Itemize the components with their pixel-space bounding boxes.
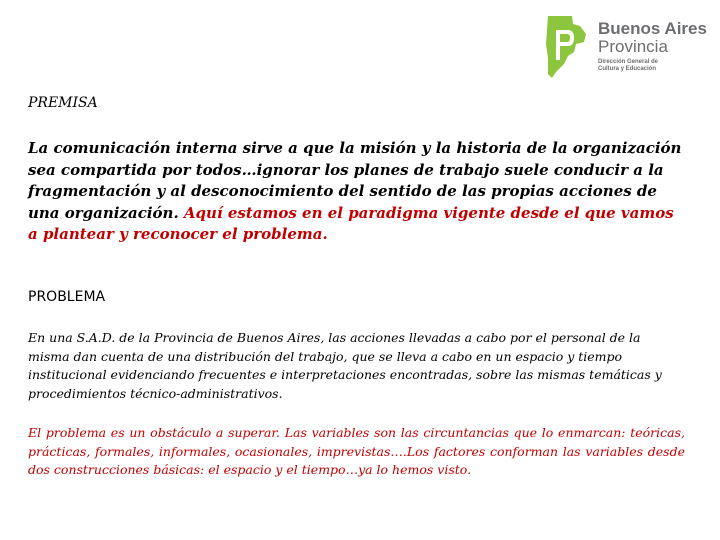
premisa-text-main: La comunicación interna sirve a que la misión y la historia de la organización sea compartida por todos…ignorar los planes de trabajo suele conducir a la fragmentación y al desconocimiento del sentido de las propias acciones de una organización. [28,139,682,222]
premisa-heading: PREMISA [28,95,98,111]
problema-heading: PROBLEMA [28,289,106,305]
logo-department [598,59,707,73]
logo-text [598,20,707,73]
logo-department-line1: Dirección General de [598,59,659,65]
problema-paragraph-1: En una S.A.D. de la Provincia de Buenos Aires, las acciones llevadas a cabo por el personal de la misma dan cuenta de una distribución del trabajo, que se lleva a cabo en un espacio y tiempo institucional evidenciando frecuentes e interpretaciones encontradas, sobre las mismas temáticas y procedimientos técnico-administrativos. [28,330,662,401]
logo-title: Buenos Aires [598,19,707,38]
problema-paragraph-2: El problema es un obstáculo a superar. Las variables son las circuntancias que lo enmarcan: teóricas, prácticas, formales, informales, ocasionales, imprevistas….Los factores conforman las variables desde dos construcciones básicas: el espacio y el tiempo…ya lo hemos visto. [28,425,685,477]
province-map-icon [542,14,594,80]
premisa-text-highlight: Aquí estamos en el paradigma vigente desde el que vamos a plantear y reconocer el problema. [28,203,674,243]
logo-subtitle: Provincia [598,37,668,56]
logo-department-line2: Cultura y Educación [598,66,657,72]
premisa-paragraph [28,138,688,246]
buenos-aires-logo [542,14,707,84]
